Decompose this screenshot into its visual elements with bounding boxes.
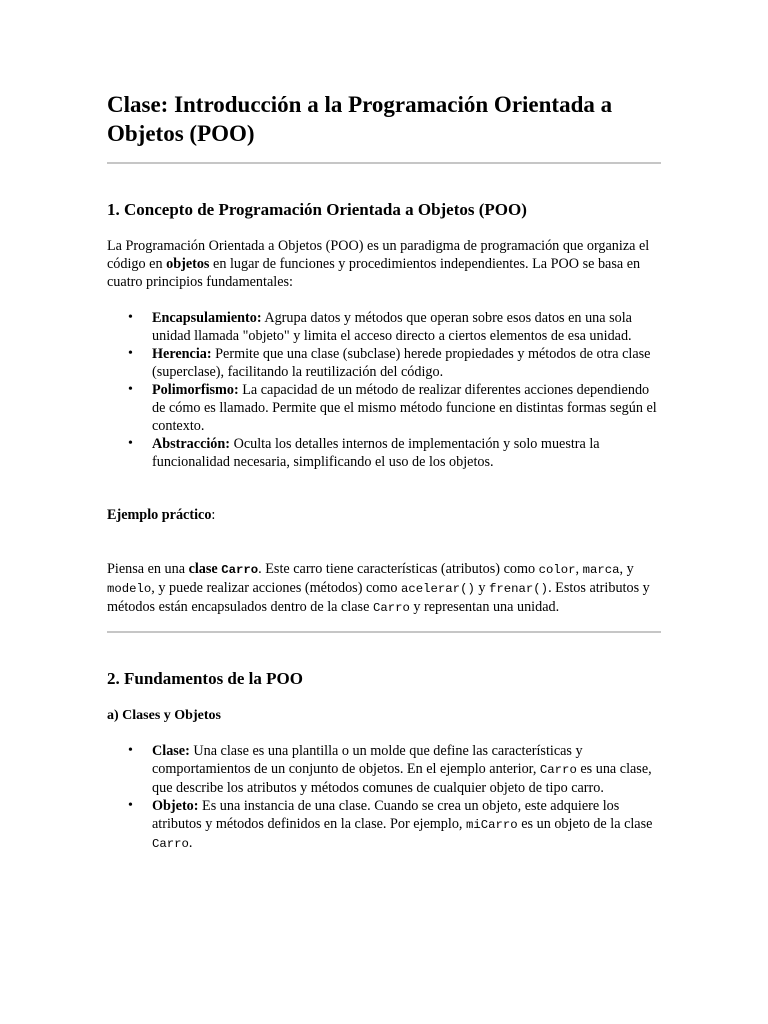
list-item: • Encapsulamiento: Agrupa datos y métodos que operan sobre esos datos en una sola unidad llamada "objeto" y limita el acceso directo a ciertos elementos de esa unidad. (128, 310, 632, 344)
subsection-a-heading: a) Clases y Objetos (107, 708, 221, 723)
example-paragraph: Piensa en una clase Carro. Este carro tiene características (atributos) como color, marca, y modelo, y puede realizar acciones (métodos) como acelerar() y frenar(). Estos atributos y métodos están encapsulados dentro de la clase Carro y representan una unidad. (107, 561, 650, 615)
document-title: Clase: Introducción a la Programación Orientada a Objetos (POO) (107, 92, 613, 146)
classes-objects-list (107, 742, 663, 853)
example-label: Ejemplo práctico: (107, 507, 216, 523)
horizontal-rule (107, 631, 661, 633)
section-2-heading: 2. Fundamentos de la POO (107, 669, 303, 688)
list-item: • Herencia: Permite que una clase (subclase) herede propiedades y métodos de otra clase (superclase), facilitando la reutilización del código. (128, 346, 651, 380)
bullet-icon: • (128, 743, 133, 758)
section-1-intro: La Programación Orientada a Objetos (POO) es un paradigma de programación que organiza el código en objetos en lugar de funciones y procedimientos independientes. La POO se basa en cuatro principios fundamentales: (107, 238, 650, 290)
section-1-heading: 1. Concepto de Programación Orientada a Objetos (POO) (107, 200, 527, 219)
bullet-icon: • (128, 436, 133, 451)
list-item: • Clase: Una clase es una plantilla o un molde que define las características y comportamientos de un conjunto de objetos. En el ejemplo anterior, Carro es una clase, que describe los atributos y métodos comunes de cualquier objeto de tipo carro. (128, 743, 652, 796)
horizontal-rule (107, 162, 661, 164)
bullet-icon: • (128, 310, 133, 325)
principles-list (107, 309, 663, 471)
bullet-icon: • (128, 346, 133, 361)
bullet-icon: • (128, 382, 133, 397)
list-item: • Abstracción: Oculta los detalles internos de implementación y solo muestra la funcionalidad necesaria, simplificando el uso de los objetos. (128, 436, 600, 470)
bullet-icon: • (128, 798, 133, 813)
list-item: • Polimorfismo: La capacidad de un método de realizar diferentes acciones dependiendo de cómo es llamado. Permite que el mismo método funcione en distintas formas según el contexto. (128, 382, 657, 434)
list-item: • Objeto: Es una instancia de una clase. Cuando se crea un objeto, este adquiere los atributos y métodos definidos en la clase. Por ejemplo, miCarro es un objeto de la clase Carro. (128, 798, 653, 851)
